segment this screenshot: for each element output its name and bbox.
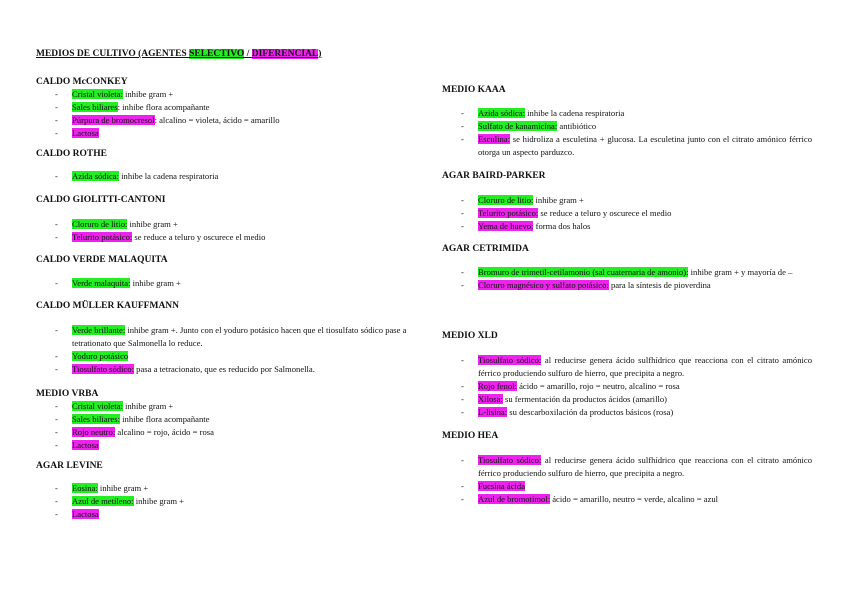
section-medio-hea	[442, 430, 812, 506]
list-item	[36, 350, 416, 363]
list-item	[442, 120, 812, 133]
ingredient-highlight: Eosina:	[72, 483, 98, 493]
ingredient-desc: antibiótico	[557, 121, 597, 131]
ingredient-desc: inhibe gram +	[533, 195, 584, 205]
ingredient-desc: para la síntesis de pioverdina	[608, 280, 711, 290]
list-item	[36, 88, 416, 101]
ingredient-list	[36, 324, 416, 376]
ingredient-desc: inhibe la cadena respiratoria	[119, 171, 219, 181]
ingredient-desc: alcalino = rojo, ácido = rosa	[115, 427, 214, 437]
ingredient-desc: ácido = amarillo, rojo = neutro, alcalino = rosa	[516, 381, 680, 391]
list-item	[442, 493, 812, 506]
ingredient-desc: : alcalino = violeta, ácido = amarillo	[154, 115, 280, 125]
ingredient-desc: inhibe gram +	[122, 401, 174, 411]
list-item	[442, 107, 812, 120]
list-item	[36, 439, 416, 452]
ingredient-desc: inhibe gram +	[133, 496, 185, 506]
list-item	[442, 207, 812, 220]
ingredient-highlight: Verde brillante:	[72, 325, 126, 335]
ingredient-list	[442, 194, 812, 233]
list-item	[36, 324, 416, 350]
ingredient-desc: su descarboxilación da productos básicos (rosa)	[507, 407, 674, 417]
list-item	[442, 266, 812, 279]
title-suffix: )	[318, 49, 322, 59]
list-item	[36, 277, 416, 290]
list-item	[36, 101, 416, 114]
ingredient-desc: inhibe flora acompañante	[119, 414, 210, 424]
list-item	[442, 406, 812, 419]
ingredient-highlight: Xilosa:	[478, 394, 503, 404]
ingredient-highlight: Fucsina ácida	[478, 481, 526, 491]
list-item	[442, 220, 812, 233]
section-medio-xld	[442, 330, 812, 419]
ingredient-highlight: Rojo fenol:	[478, 381, 517, 391]
list-item	[36, 495, 416, 508]
ingredient-desc: inhibe gram +	[130, 278, 181, 288]
list-item	[442, 380, 812, 393]
ingredient-list	[36, 88, 416, 140]
ingredient-desc: se hidroliza a esculetina + glucosa. La esculetina junto con el citrato amónico férrico otorga un aspecto parduzco.	[478, 134, 812, 157]
ingredient-desc: inhibe la cadena respiratoria	[525, 108, 625, 118]
ingredient-highlight: Azul de bromotimol:	[478, 494, 551, 504]
list-item	[36, 218, 416, 231]
ingredient-desc: inhibe gram + y mayoría de –	[688, 267, 793, 277]
title-selectivo-highlight: SELECTIVO	[189, 49, 245, 59]
list-item	[442, 354, 812, 380]
section-title: CALDO ROTHE	[36, 149, 107, 159]
section-title: CALDO MÜLLER KAUFFMANN	[36, 301, 180, 311]
ingredient-desc: al reducirse genera ácido sulfhídrico que reacciona con el citrato amónico férrico produciendo sulfuro de hierro, que precipita a negro.	[478, 455, 812, 478]
ingredient-highlight: Tiosulfato sódico:	[72, 364, 134, 374]
section-title: MEDIO VRBA	[36, 389, 99, 399]
list-item	[36, 231, 416, 244]
section-title: AGAR BAIRD-PARKER	[442, 171, 546, 181]
list-item	[442, 454, 812, 480]
list-item	[36, 127, 416, 140]
ingredient-highlight: Tiosulfato sódico:	[478, 355, 542, 365]
ingredient-highlight: Cloruro magnésico y sulfato potásico:	[478, 280, 609, 290]
section-agar-baird-parker	[442, 170, 812, 233]
ingredient-list	[36, 482, 416, 521]
section-title: MEDIO HEA	[442, 431, 499, 441]
ingredient-desc: forma dos halos	[533, 221, 591, 231]
title-separator: /	[244, 49, 252, 59]
title-diferencial-highlight: DIFERENCIAL	[251, 49, 319, 59]
ingredient-highlight: Lactosa	[72, 440, 99, 450]
ingredient-highlight: Lactosa	[72, 509, 99, 519]
list-item	[442, 133, 812, 159]
section-title: CALDO McCONKEY	[36, 77, 128, 87]
ingredient-highlight: Lactosa	[72, 128, 99, 138]
ingredient-highlight: Azida sódica:	[478, 108, 526, 118]
section-title: MEDIO XLD	[442, 331, 498, 341]
ingredient-list	[36, 400, 416, 452]
list-item	[36, 400, 416, 413]
section-agar-levine	[36, 460, 416, 521]
ingredient-highlight: Yoduro potásico	[72, 351, 129, 361]
ingredient-desc: ácido = amarillo, neutro = verde, alcalino = azul	[550, 494, 719, 504]
ingredient-list	[36, 218, 416, 244]
ingredient-highlight: Azul de metileno:	[72, 496, 134, 506]
list-item	[36, 114, 416, 127]
ingredient-list	[442, 354, 812, 419]
ingredient-highlight: Telurito potásico:	[72, 232, 133, 242]
list-item	[36, 170, 416, 183]
title-prefix: MEDIOS DE CULTIVO (AGENTES	[36, 49, 190, 59]
ingredient-list	[36, 277, 416, 290]
ingredient-list	[442, 454, 812, 506]
ingredient-list	[36, 170, 416, 183]
ingredient-highlight: Cloruro de litio:	[478, 195, 534, 205]
section-title: CALDO VERDE MALAQUITA	[36, 255, 168, 265]
section-caldo-muller-kauffmann	[36, 300, 416, 376]
ingredient-highlight: Cristal violeta:	[72, 89, 123, 99]
list-item	[36, 363, 416, 376]
ingredient-highlight: Tiosulfato sódico:	[478, 455, 542, 465]
ingredient-desc: se reduce a teluro y oscurece el medio	[538, 208, 672, 218]
page-title	[36, 49, 321, 59]
ingredient-highlight: Cloruro de litio:	[72, 219, 128, 229]
ingredient-desc: inhibe gram +	[127, 219, 178, 229]
ingredient-desc: inhibe gram +	[97, 483, 149, 493]
ingredient-desc: pasa a tetracionato, que es reducido por Salmonella.	[134, 364, 315, 374]
section-title: MEDIO KAAA	[442, 85, 506, 95]
ingredient-highlight: Azida sódica:	[72, 171, 120, 181]
section-medio-kaaa	[442, 84, 812, 159]
list-item	[442, 393, 812, 406]
section-title: CALDO GIOLITTI-CANTONI	[36, 195, 166, 205]
list-item	[36, 413, 416, 426]
section-caldo-giolitti-cantoni	[36, 194, 416, 244]
section-caldo-mcconkey	[36, 76, 416, 140]
ingredient-highlight: Esculina:	[478, 134, 510, 144]
ingredient-highlight: Verde malaquita:	[72, 278, 131, 288]
ingredient-desc: : inhibe flora acompañante	[117, 102, 210, 112]
ingredient-highlight: Sales biliares:	[72, 414, 120, 424]
ingredient-desc: se reduce a teluro y oscurece el medio	[132, 232, 266, 242]
section-title: AGAR CETRIMIDA	[442, 244, 529, 254]
list-item	[442, 194, 812, 207]
ingredient-highlight: L-lisina:	[478, 407, 508, 417]
ingredient-highlight: Rojo neutro:	[72, 427, 116, 437]
section-caldo-rothe	[36, 148, 416, 183]
ingredient-highlight: Púrpura de bromocresol	[72, 115, 155, 125]
list-item	[36, 482, 416, 495]
ingredient-highlight: Bromuro de trimetil-cetilamonio (sal cuaternaria de amonio):	[478, 267, 689, 277]
ingredient-list	[442, 266, 812, 292]
ingredient-desc: inhibe gram +	[122, 89, 174, 99]
list-item	[36, 508, 416, 521]
ingredient-highlight: Cristal violeta:	[72, 401, 123, 411]
list-item	[442, 279, 812, 292]
ingredient-highlight: Sulfato de kanamicina:	[478, 121, 558, 131]
ingredient-desc: al reducirse genera ácido sulfhídrico que reacciona con el citrato amónico férrico produciendo sulfuro de hierro, que precipita a negro.	[478, 355, 812, 378]
ingredient-desc: su fermentación da productos ácidos (amarillo)	[502, 394, 668, 404]
ingredient-highlight: Yema de huevo:	[478, 221, 534, 231]
list-item	[442, 480, 812, 493]
ingredient-list	[442, 107, 812, 159]
ingredient-highlight: Telurito potásico:	[478, 208, 539, 218]
section-medio-vrba	[36, 388, 416, 452]
section-caldo-verde-malaquita	[36, 254, 416, 290]
list-item	[36, 426, 416, 439]
ingredient-highlight: Sales biliares	[72, 102, 118, 112]
section-agar-cetrimida	[442, 243, 812, 292]
section-title: AGAR LEVINE	[36, 461, 103, 471]
ingredient-desc: inhibe gram +. Junto con el yoduro potásico hacen que el tiosulfato sódico pase a tetrationato que Salmonella lo reduce.	[72, 325, 407, 348]
